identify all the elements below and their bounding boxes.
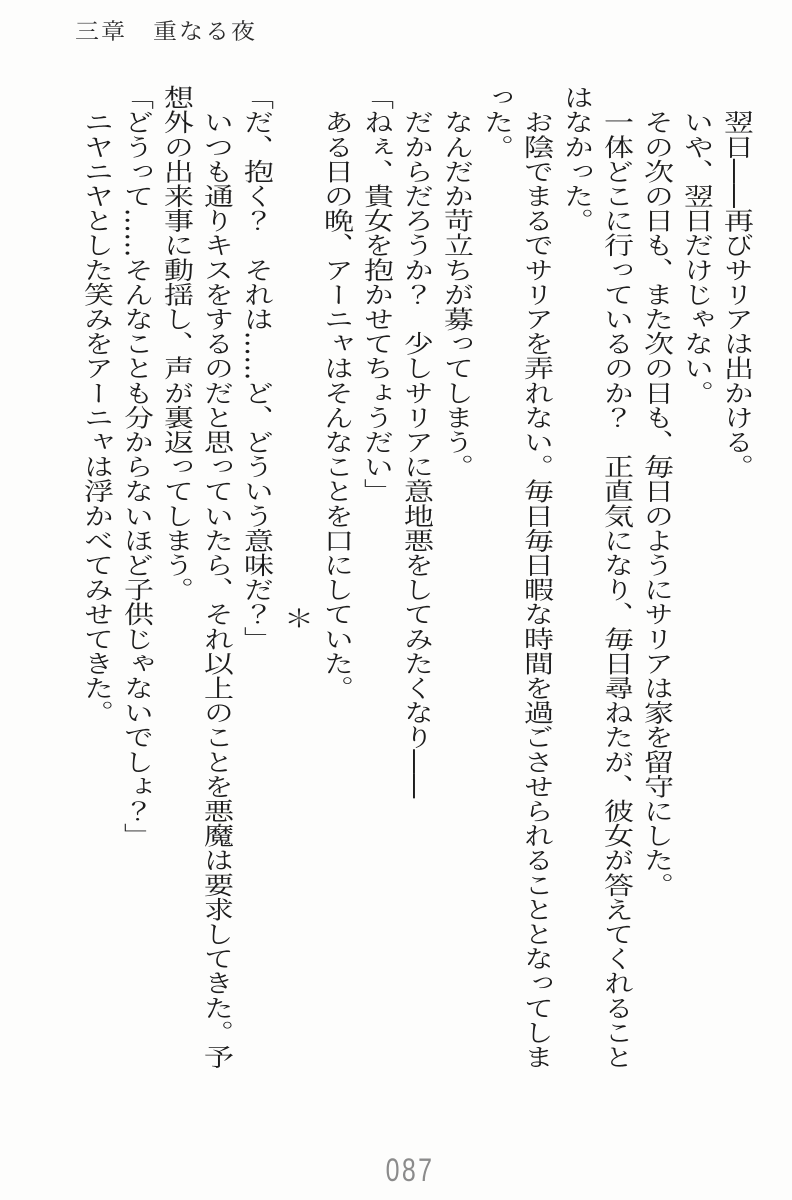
text-line: だからだろうか？ 少しサリアに意地悪をしてみたくなり―― bbox=[398, 85, 433, 799]
page-number: 087 bbox=[385, 1152, 435, 1188]
text-line: その次の日も、また次の日も、毎日のようにサリアは家を留守にした。 bbox=[638, 85, 673, 897]
text-line: 「どうって……そんなことも分からないほど子供じゃないでしょ？」 bbox=[118, 85, 153, 848]
text-line: はなかった。 bbox=[558, 85, 593, 233]
text-line: ある日の晩、アーニャはそんなことを口にしていた。 bbox=[318, 85, 353, 700]
chapter-header: 三章 重なる夜 bbox=[75, 18, 257, 45]
text-line: 「だ、抱く？ それは……ど、どういう意味だ？」 bbox=[238, 85, 273, 651]
text-line: ニヤニヤとした笑みをアーニャは浮かべてみせてきた。 bbox=[78, 85, 113, 725]
text-line: いつも通りキスをするのだと思っていたら、それ以上のことを悪魔は要求してきた。予 bbox=[198, 85, 233, 1069]
text-line: いや、翌日だけじゃない。 bbox=[678, 85, 713, 405]
text-line: った。 bbox=[478, 85, 513, 159]
text-line: 想外の出来事に動揺し、声が裏返ってしまう。 bbox=[158, 85, 193, 602]
text-line: 翌日――再びサリアは出かける。 bbox=[718, 85, 753, 479]
text-line: なんだか苛立ちが募ってしまう。 bbox=[438, 85, 473, 479]
text-line: 一体どこに行っているのか？ 正直気になり、毎日尋ねたが、彼女が答えてくれること bbox=[598, 85, 633, 1069]
text-line: 「ねぇ、貴女を抱かせてちょうだい」 bbox=[358, 85, 393, 504]
body-text bbox=[75, 85, 755, 1094]
text-line: お陰でまるでサリアを弄れない。毎日毎日暇な時間を過ごさせられることとなってしま bbox=[518, 85, 553, 1069]
section-separator: ＊ bbox=[278, 605, 313, 631]
